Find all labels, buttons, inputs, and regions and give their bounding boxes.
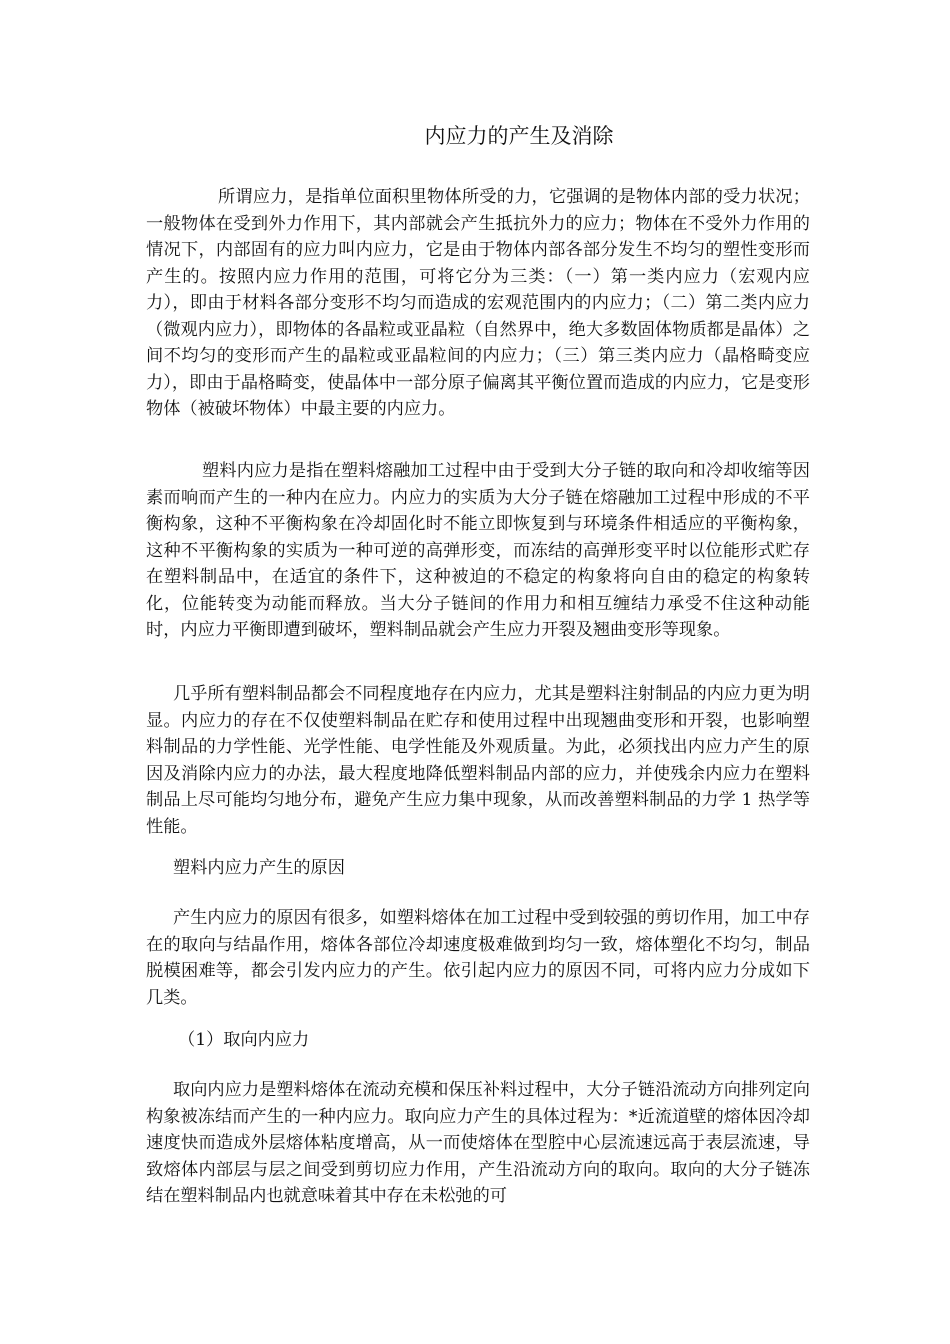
paragraph-orientation-stress: 取向内应力是塑料熔体在流动充模和保压补料过程中，大分子链沿流动方向排列定向构象被冻结而产生的一种内应力。取向应力产生的具体过程为：*近流道壁的熔体因冷却速度快而造成外层熔体粘度增高，从一而使熔体在型腔中心层流速远高于表层流速，导致熔体内部层与层之间受到剪切应力作用，产生沿流动方向的取向。取向的大分子链冻结在塑料制品内也就意味着其中存在未松弛的可 (146, 1080, 810, 1206)
paragraph-plastic-internal-stress: 塑料内应力是指在塑料熔融加工过程中由于受到大分子链的取向和冷却收缩等因素而响而产生的一种内在应力。内应力的实质为大分子链在熔融加工过程中形成的不平衡构象，这种不平衡构象在冷却固化时不能立即恢复到与环境条件相适应的平衡构象，这种不平衡构象的实质为一种可逆的高弹形变，而冻结的高弹形变平时以位能形式贮存在塑料制品中，在适宜的条件下，这种被迫的不稳定的构象将向自由的稳定的构象转化，位能转变为动能而释放。当大分子链间的作用力和相互缠结力承受不住这种动能时，内应力平衡即遭到破坏，塑料制品就会产生应力开裂及翘曲变形等现象。 (146, 461, 810, 640)
paragraph-stress-effects: 几乎所有塑料制品都会不同程度地存在内应力，尤其是塑料注射制品的内应力更为明显。内应力的存在不仅使塑料制品在贮存和使用过程中出现翘曲变形和开裂，也影响塑料制品的力学性能、光学性能、电学性能及外观质量。为此，必须找出内应力产生的原因及消除内应力的办法，最大程度地降低塑料制品内部的应力，并使残余内应力在塑料制品上尽可能均匀地分布，避免产生应力集中现象，从而改善塑料制品的力学 1 热学等性能。 (146, 684, 810, 837)
section-heading-causes: 塑料内应力产生的原因 (173, 858, 345, 878)
paragraph-causes: 产生内应力的原因有很多，如塑料熔体在加工过程中受到较强的剪切作用，加工中存在的取向与结晶作用，熔体各部位冷却速度极难做到均匀一致，熔体塑化不均匀，制品脱模困难等，都会引发内应力的产生。依引起内应力的原因不同，可将内应力分成如下几类。 (146, 908, 810, 1008)
section-heading-orientation-stress: （1）取向内应力 (178, 1030, 310, 1050)
document-title: 内应力的产生及消除 (424, 124, 614, 148)
paragraph-stress-definition: 所谓应力，是指单位面积里物体所受的力，它强调的是物体内部的受力状况；一般物体在受到外力作用下，其内部就会产生抵抗外力的应力；物体在不受外力作用的情况下，内部固有的应力叫内应力，它是由于物体内部各部分发生不均匀的塑性变形而产生的。按照内应力作用的范围，可将它分为三类：（一）第一类内应力（宏观内应力），即由于材料各部分变形不均匀而造成的宏观范围内的内应力；（二）第二类内应力（微观内应力），即物体的各晶粒或亚晶粒（自然界中，绝大多数固体物质都是晶体）之间不均匀的变形而产生的晶粒或亚晶粒间的内应力；（三）第三类内应力（晶格畸变应力），即由于晶格畸变，使晶体中一部分原子偏离其平衡位置而造成的内应力，它是变形物体（被破坏物体）中最主要的内应力。 (146, 187, 810, 419)
